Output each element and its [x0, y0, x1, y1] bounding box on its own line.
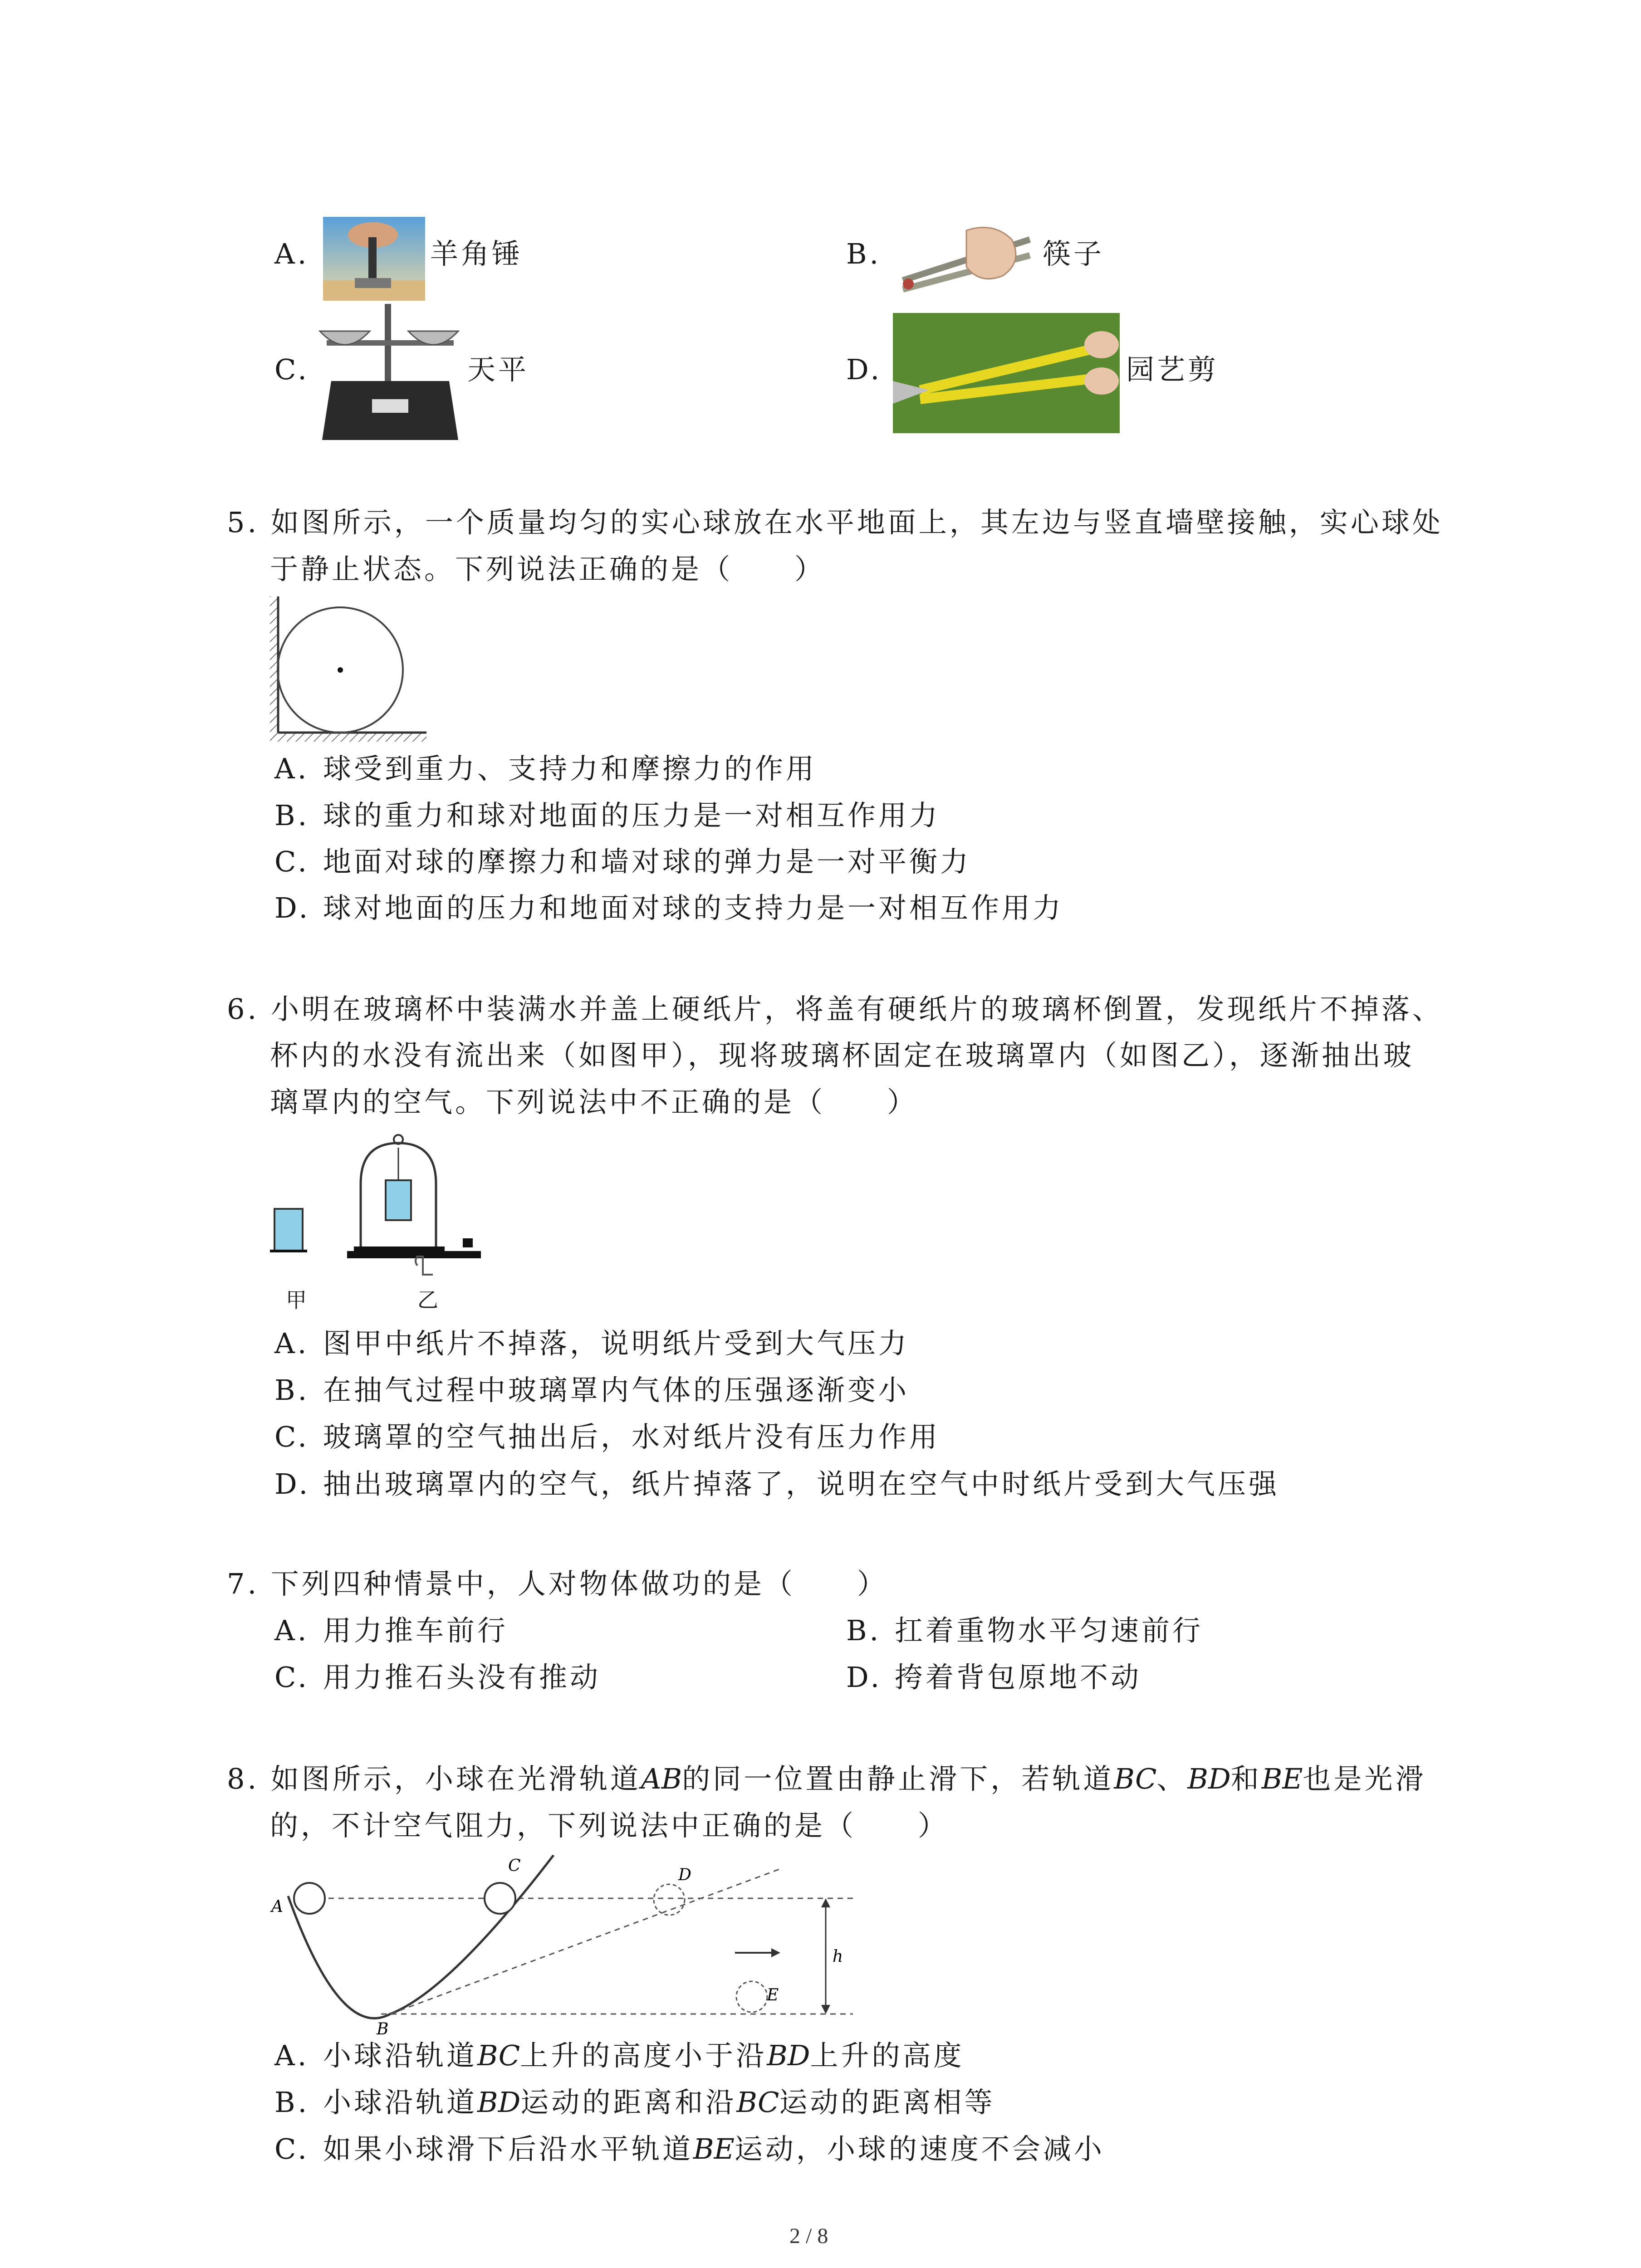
q8-stem-line2: 的，不计空气阻力，下列说法中正确的是（ ） — [270, 1809, 949, 1842]
q6-stem-line3: 璃罩内的空气。下列说法中不正确的是（ ） — [270, 1085, 918, 1119]
q7-option-a-text: 用力推车前行 — [323, 1614, 509, 1647]
q5-option-b-letter: B. — [274, 799, 310, 832]
q6-stem-line2: 杯内的水没有流出来（如图甲），现将玻璃杯固定在玻璃罩内（如图乙），逐渐抽出玻 — [270, 1039, 1415, 1072]
q4-option-b-text: 筷子 — [1043, 237, 1105, 270]
q5-option-c-text: 地面对球的摩擦力和墙对球的弹力是一对平衡力 — [323, 845, 971, 878]
q6-glass-bell-jar-figure — [270, 1129, 497, 1293]
q6-stem-line1: 6. 小明在玻璃杯中装满水并盖上硬纸片，将盖有硬纸片的玻璃杯倒置，发现纸片不掉落、 — [227, 992, 1443, 1026]
q8-option-c-text: 如果小球滑下后沿水平轨道BE运动，小球的速度不会减小 — [323, 2132, 1105, 2165]
q8-option-a-letter: A. — [274, 2039, 309, 2072]
q8-option-b-text: 小球沿轨道BD运动的距离和沿BC运动的距离相等 — [323, 2086, 995, 2119]
q5-option-d-text: 球对地面的压力和地面对球的支持力是一对相互作用力 — [323, 891, 1064, 924]
page-number: 2 / 8 — [789, 2224, 828, 2248]
q8-option-c-letter: C. — [274, 2132, 309, 2165]
q6-option-c-letter: C. — [274, 1420, 309, 1453]
q5-option-a-letter: A. — [274, 752, 309, 785]
q8-stem-line1: 8. 如图所示，小球在光滑轨道AB的同一位置由静止滑下，若轨道BC、BD和BE也是光滑 — [227, 1762, 1426, 1795]
q7-option-a-letter: A. — [274, 1614, 309, 1647]
q6-figure-label-yi: 乙 — [417, 1288, 438, 1312]
q5-stem-line1: 5. 如图所示，一个质量均匀的实心球放在水平地面上，其左边与竖直墙壁接触，实心球处 — [227, 506, 1443, 539]
q7-option-c-text: 用力推石头没有推动 — [323, 1661, 601, 1694]
q4-option-c-letter: C. — [274, 353, 309, 386]
q5-stem-line2: 于静止状态。下列说法正确的是（ ） — [270, 552, 826, 586]
balance-scale-photo — [318, 304, 467, 445]
label-e: E — [767, 1986, 779, 2004]
q6-option-c-text: 玻璃罩的空气抽出后，水对纸片没有压力作用 — [323, 1420, 941, 1453]
q5-option-c-letter: C. — [274, 845, 309, 878]
q4-option-b-letter: B. — [846, 237, 882, 270]
q6-option-b-letter: B. — [274, 1374, 310, 1407]
q6-figure-label-jia: 甲 — [286, 1288, 307, 1312]
label-d: D — [678, 1866, 691, 1884]
q7-option-b-text: 扛着重物水平匀速前行 — [895, 1614, 1204, 1647]
label-h: h — [833, 1947, 843, 1966]
label-c: C — [508, 1857, 521, 1875]
q8-option-b-letter: B. — [274, 2086, 310, 2119]
q6-option-a-text: 图甲中纸片不掉落，说明纸片受到大气压力 — [323, 1327, 910, 1360]
q4-option-a-text: 羊角锤 — [430, 237, 523, 270]
q4-option-d-letter: D. — [846, 353, 882, 386]
chopsticks-photo — [898, 221, 1034, 294]
q7-option-c-letter: C. — [274, 1661, 309, 1694]
label-b: B — [377, 2020, 389, 2038]
q4-option-c-text: 天平 — [467, 353, 529, 386]
q6-option-a-letter: A. — [274, 1327, 309, 1360]
q6-option-d-letter: D. — [274, 1467, 311, 1501]
garden-shears-photo — [893, 313, 1120, 433]
q5-option-d-letter: D. — [274, 891, 311, 924]
label-a: A — [271, 1897, 283, 1916]
q5-option-a-text: 球受到重力、支持力和摩擦力的作用 — [323, 752, 817, 785]
q5-ball-wall-figure — [270, 596, 433, 746]
q8-track-figure — [268, 1851, 880, 2038]
q5-option-b-text: 球的重力和球对地面的压力是一对相互作用力 — [323, 799, 941, 832]
claw-hammer-photo — [323, 217, 425, 301]
q4-option-a-letter: A. — [274, 237, 309, 270]
q7-stem: 7. 下列四种情景中，人对物体做功的是（ ） — [227, 1567, 888, 1600]
q6-option-b-text: 在抽气过程中玻璃罩内气体的压强逐渐变小 — [323, 1374, 910, 1407]
q7-option-d-letter: D. — [846, 1661, 882, 1694]
q7-option-d-text: 挎着背包原地不动 — [895, 1661, 1142, 1694]
q4-option-d-text: 园艺剪 — [1126, 353, 1219, 386]
q7-option-b-letter: B. — [846, 1614, 882, 1647]
q8-option-a-text: 小球沿轨道BC上升的高度小于沿BD上升的高度 — [323, 2039, 965, 2072]
q6-option-d-text: 抽出玻璃罩内的空气，纸片掉落了，说明在空气中时纸片受到大气压强 — [323, 1467, 1280, 1501]
